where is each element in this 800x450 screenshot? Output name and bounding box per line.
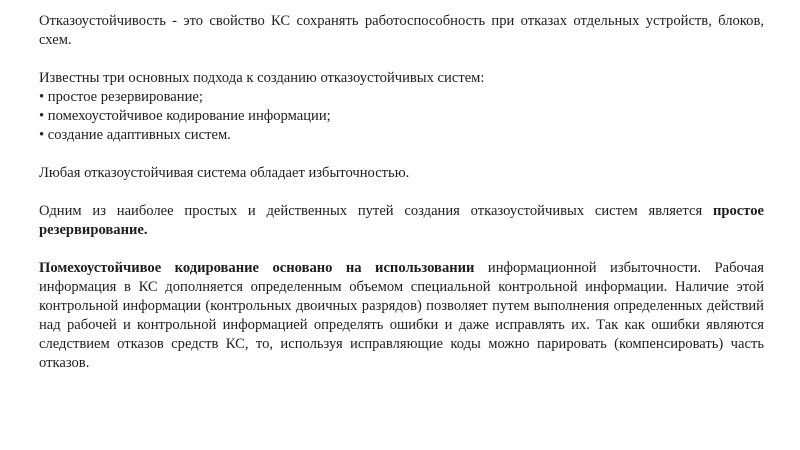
approaches-list [39,88,764,145]
paragraph-text: информационной избыточности. Рабочая информация в КС дополняется определенным объемом специальной контрольной информации. Наличие этой контрольной информации (контрольных двоичных разрядов) позволяет путем выполнения определенных действий над рабочей и контрольной информацией определять ошибки и даже исправлять их. Так как ошибки являются следствием отказов средств КС, то, используя исправляющие коды можно парировать (компенсировать) часть отказов. [39,260,764,371]
paragraph-spacer [39,50,764,69]
paragraph-spacer [39,183,764,202]
bold-term: простое резервирование. [39,203,764,238]
list-item-text: помехоустойчивое кодирование информации; [47,108,331,124]
approaches-intro: Известны три основных подхода к созданию отказоустойчивых систем: [39,70,485,86]
paragraph-spacer [39,240,764,259]
list-item-text: простое резервирование; [47,89,203,105]
redundancy-paragraph: Любая отказоустойчивая система обладает избыточностью. [39,165,410,181]
paragraph-text: Одним из наиболее простых и действенных путей создания отказоустойчивых систем является [39,203,713,219]
list-item-text: создание адаптивных систем. [47,127,231,143]
bullet-icon: • [39,127,45,143]
simple-redundancy-paragraph [39,202,764,240]
definition-paragraph: Отказоустойчивость - это свойство КС сохранять работоспособность при отказах отдельных устройств, блоков, схем. [39,13,764,48]
noise-coding-paragraph [39,259,764,373]
bullet-icon: • [39,108,45,124]
paragraph-spacer [39,145,764,164]
list-item [39,88,764,107]
list-item [39,126,764,145]
bold-term: Помехоустойчивое кодирование основано на использовании [39,260,475,276]
slide-text-block [39,12,764,373]
list-item [39,107,764,126]
bullet-icon: • [39,89,45,105]
